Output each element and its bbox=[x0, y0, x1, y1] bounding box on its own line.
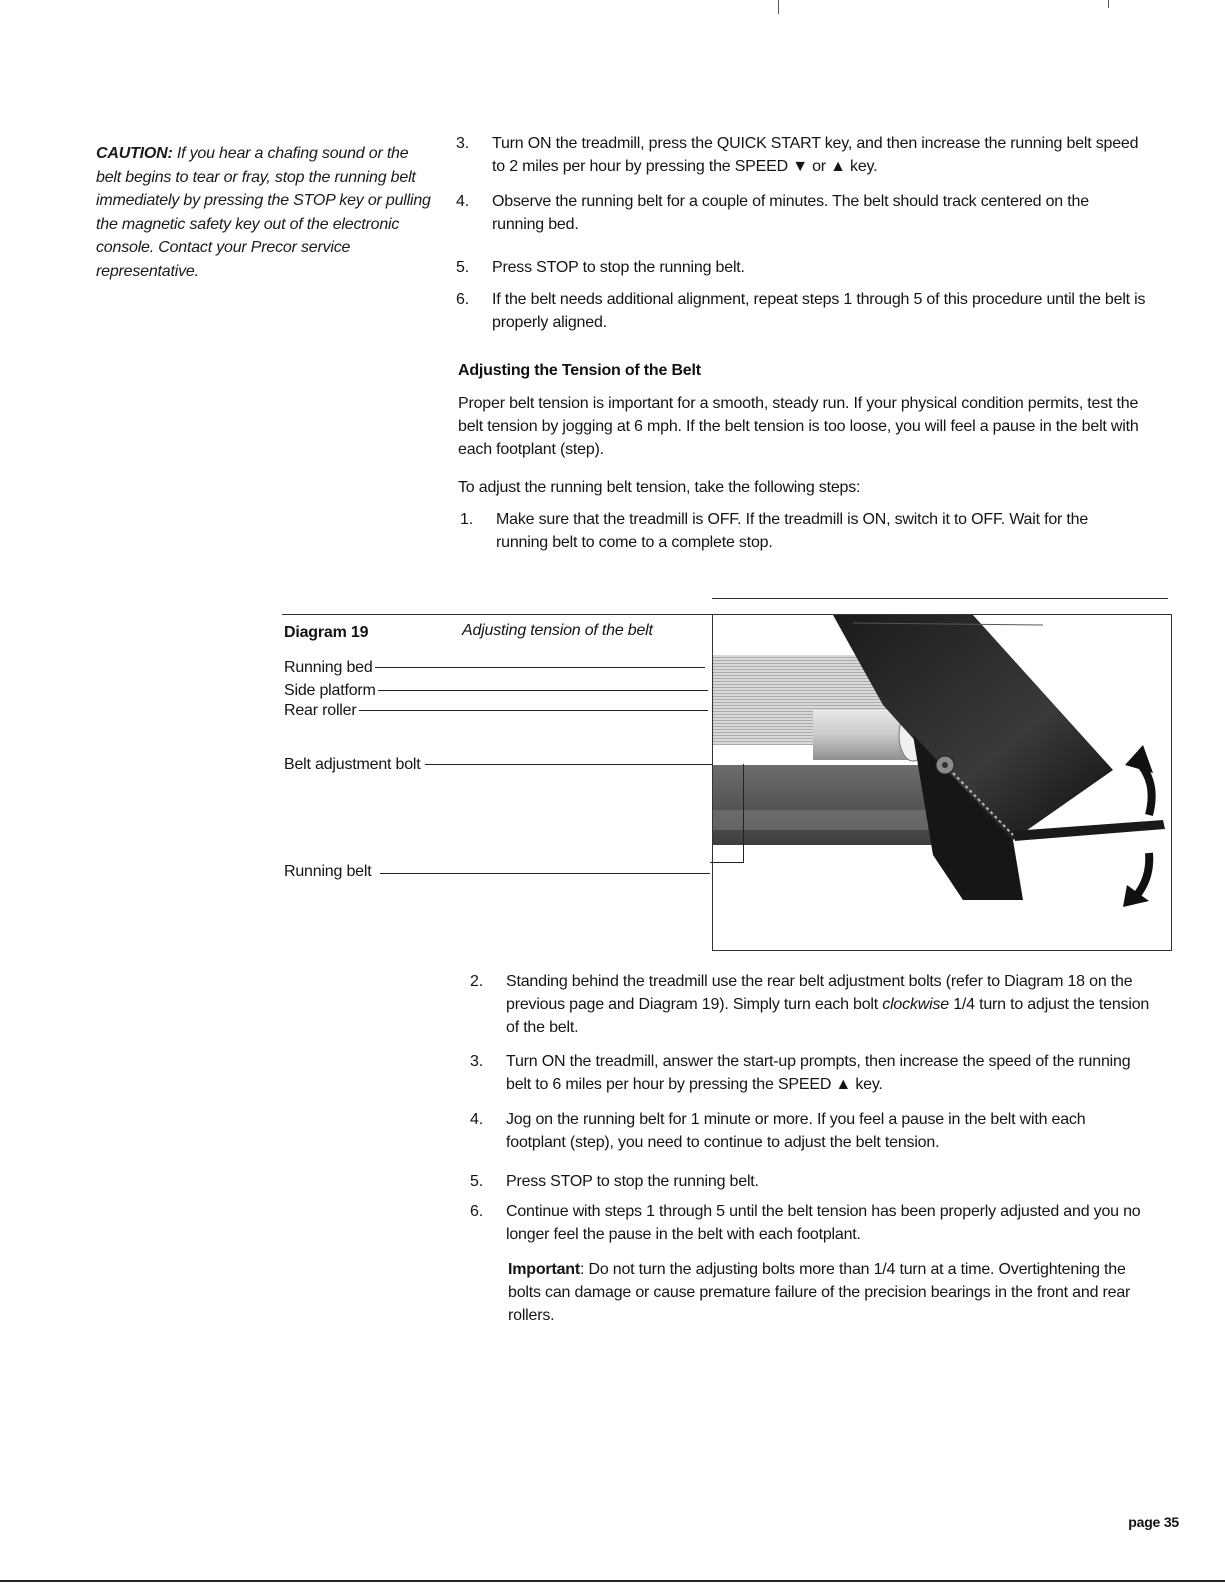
step-number: 3. bbox=[470, 1053, 483, 1070]
step-text-part: Standing behind the treadmill use the rear belt adjustment bolts (refer to Diagram 18 on the previous page and Diagram 19). Simply turn each bolt bbox=[506, 973, 1133, 1013]
step-text bbox=[506, 970, 1166, 1039]
leader-line bbox=[358, 710, 708, 711]
emphasis-clockwise: clockwise bbox=[882, 996, 949, 1013]
step-text: Press STOP to stop the running belt. bbox=[492, 259, 745, 276]
step-text: Observe the running belt for a couple of minutes. The belt should track centered on the running bed. bbox=[492, 193, 1089, 233]
diagram-caption: Adjusting tension of the belt bbox=[462, 622, 653, 639]
leader-line bbox=[743, 764, 744, 862]
leader-line bbox=[710, 862, 744, 863]
step-number: 2. bbox=[470, 973, 483, 990]
step-text: Continue with steps 1 through 5 until the belt tension has been properly adjusted and you no longer feel the pause in the belt with each footplant. bbox=[506, 1203, 1141, 1243]
leader-line bbox=[425, 764, 743, 765]
label-rear-roller: Rear roller bbox=[284, 702, 357, 719]
step-number: 4. bbox=[456, 193, 469, 210]
page-bottom-edge bbox=[0, 1580, 1225, 1582]
diagram-photo bbox=[712, 614, 1172, 951]
scan-mark bbox=[1108, 0, 1109, 8]
step-number: 4. bbox=[470, 1111, 483, 1128]
diagram-rule bbox=[712, 598, 1168, 599]
caution-label: CAUTION: bbox=[96, 145, 173, 162]
leader-line bbox=[380, 873, 710, 874]
step-text: Make sure that the treadmill is OFF. If the treadmill is ON, switch it to OFF. Wait for the running belt to come to a complete stop. bbox=[496, 511, 1089, 551]
step-text: If the belt needs additional alignment, repeat steps 1 through 5 of this procedure until the belt is properly aligned. bbox=[492, 291, 1146, 331]
page-number: page 35 bbox=[1128, 1514, 1179, 1530]
step-number: 6. bbox=[456, 291, 469, 308]
label-side-platform: Side platform bbox=[284, 682, 376, 699]
step-text: Turn ON the treadmill, answer the start-up prompts, then increase the speed of the running belt to 6 miles per hour by pressing the SPEED ▲ key. bbox=[506, 1053, 1131, 1093]
scan-mark bbox=[778, 0, 779, 14]
label-running-belt: Running belt bbox=[284, 863, 372, 880]
leader-line bbox=[378, 690, 708, 691]
important-label: Important bbox=[508, 1261, 580, 1278]
step-number: 6. bbox=[470, 1203, 483, 1220]
leader-line bbox=[375, 667, 705, 668]
section-lead: To adjust the running belt tension, take the following steps: bbox=[458, 479, 861, 496]
step-number: 3. bbox=[456, 135, 469, 152]
caution-text: If you hear a chafing sound or the belt begins to tear or fray, stop the running belt immediately by pressing the STOP key or pulling the magnetic safety key out of the electronic console. Contact your Precor service representative. bbox=[96, 145, 431, 280]
step-number: 5. bbox=[456, 259, 469, 276]
step-text-part: 1/4 turn to adjust the tension of the belt. bbox=[506, 996, 1150, 1036]
treadmill-rear-photo bbox=[713, 615, 1171, 950]
label-belt-adjustment-bolt: Belt adjustment bolt bbox=[284, 756, 421, 773]
step-number: 5. bbox=[470, 1173, 483, 1190]
section-heading: Adjusting the Tension of the Belt bbox=[458, 362, 701, 379]
important-note bbox=[508, 1258, 1158, 1327]
label-running-bed: Running bed bbox=[284, 659, 373, 676]
diagram-title: Diagram 19 bbox=[284, 624, 369, 641]
section-intro: Proper belt tension is important for a smooth, steady run. If your physical condition permits, test the belt tension by jogging at 6 mph. If the belt tension is too loose, you will feel a pause in the belt with each footplant (step). bbox=[458, 395, 1139, 458]
step-number: 1. bbox=[460, 511, 473, 528]
step-text: Turn ON the treadmill, press the QUICK START key, and then increase the running belt speed to 2 miles per hour by pressing the SPEED ▼ or ▲ key. bbox=[492, 135, 1139, 175]
important-text: : Do not turn the adjusting bolts more than 1/4 turn at a time. Overtightening the bolts can damage or cause premature failure of the precision bearings in the front and rear rollers. bbox=[508, 1261, 1131, 1324]
diagram-rule bbox=[282, 614, 712, 615]
step-text: Jog on the running belt for 1 minute or more. If you feel a pause in the belt with each footplant (step), you need to continue to adjust the belt tension. bbox=[506, 1111, 1086, 1151]
caution-note bbox=[96, 142, 436, 283]
step-text: Press STOP to stop the running belt. bbox=[506, 1173, 759, 1190]
